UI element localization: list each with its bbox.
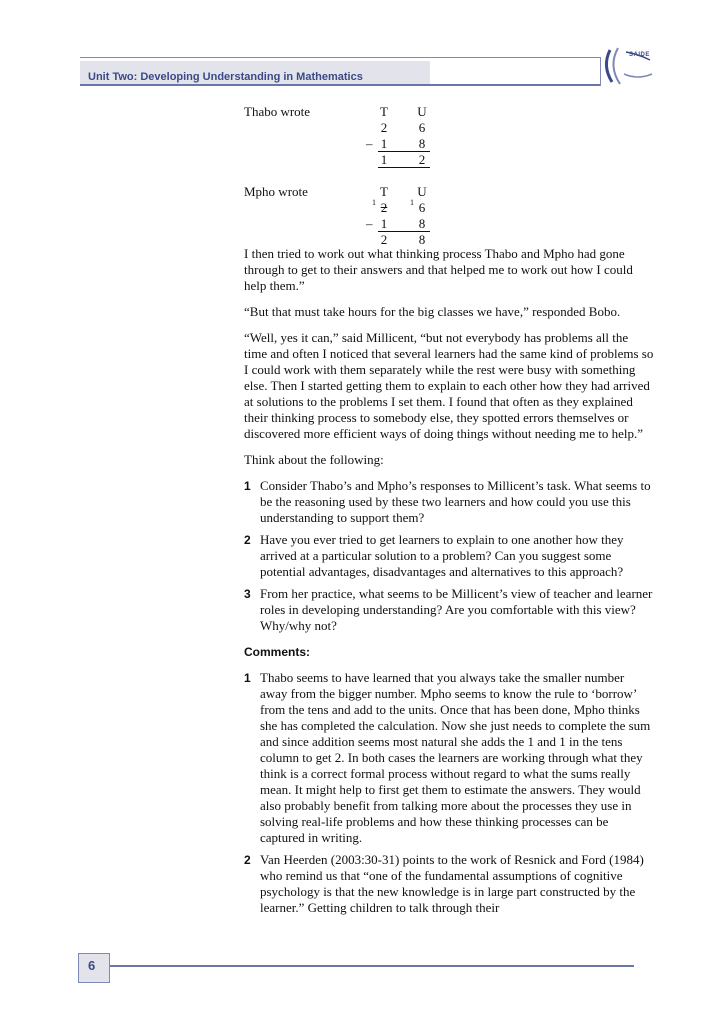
header-rule (80, 84, 600, 86)
comment-text: Van Heerden (2003:30-31) points to the work of Resnick and Ford (1984) who remind us that “one of the fundamental assumptions of cognitive psychology is that the new knowledge is in large part constructed by the learner.” Getting children to talk through their (260, 852, 644, 915)
row2-units: 8 (418, 136, 426, 151)
row1-tens (372, 198, 392, 216)
unit-title: Unit Two: Developing Understanding in Mathematics (88, 71, 363, 83)
question-text: Consider Thabo’s and Mpho’s responses to Millicent’s task. What seems to be the reasoning used by these two learners and how could you use this understanding to support them? (260, 478, 651, 525)
answer-units: 8 (418, 232, 426, 247)
row2-tens: 1 (380, 136, 388, 151)
logo-text: SAIDE (629, 52, 650, 58)
paragraph: “Well, yes it can,” said Millicent, “but not everybody has problems all the time and often I noticed that several learners had the same kind of problems so I could work with them separately while the rest were busy with something else. Then I started getting them to explain to each other how they had arrived at solutions to the problems I set them. I found that often as they explained their thinking process to somebody else, they spotted errors themselves or discovered more efficient ways of doing things without needing me to help.” (244, 330, 654, 441)
thabo-label: Thabo wrote (244, 104, 311, 119)
mpho-label: Mpho wrote (244, 184, 308, 199)
question-text: Have you ever tried to get learners to explain to one another how they arrived at a particular solution to a problem? Can you suggest some potential advantages, disadvantages and alternatives to this approach? (260, 532, 624, 579)
paragraph: Think about the following: (244, 452, 384, 467)
paragraph: I then tried to work out what thinking process Thabo and Mpho had gone through to get to their answers and that helped me to work out how I could help them.” (244, 246, 633, 293)
saide-logo-icon (598, 44, 656, 88)
question-item (244, 532, 654, 580)
paragraph: “But that must take hours for the big classes we have,” responded Bobo. (244, 304, 621, 319)
tens-header: T (380, 104, 388, 119)
comment-item (244, 852, 654, 916)
question-item (244, 586, 654, 634)
question-number: 3 (244, 587, 251, 601)
comments-heading: Comments: (244, 645, 311, 659)
question-number: 1 (244, 479, 251, 493)
thabo-calculation (244, 104, 654, 167)
tens-header: T (380, 184, 388, 199)
comment-text: Thabo seems to have learned that you always take the smaller number away from the bigger number. Mpho seems to know the rule to ‘borrow’ from the tens and add to the units. Once that has been done, Mpho thinks she has completed the calculation. Now she just needs to complete the sum and since addition seems most natural she adds the 1 and 1 in the tens column to get 2. In both cases the learners are working through what they think is a correct formal process without regard to what the sums really mean. It might help to first get them to estimate the answers. They would also probably benefit from talking more about the processes they use in solving real-life problems and how these thinking processes can be captured in writing. (260, 670, 651, 845)
units-header: U (417, 104, 427, 119)
row1-units: 6 (418, 120, 426, 135)
page-number: 6 (88, 958, 96, 973)
question-item (244, 478, 654, 526)
question-number: 2 (244, 533, 251, 547)
answer-units: 2 (418, 152, 426, 167)
borrow-mark: 1 (372, 198, 376, 207)
answer-line (378, 167, 430, 168)
row2-units: 8 (418, 216, 426, 231)
comment-number: 1 (244, 671, 251, 685)
answer-tens: 2 (380, 232, 388, 247)
row1-tens: 2 (380, 120, 388, 135)
units-header: U (417, 184, 427, 199)
units-digit: 6 (418, 200, 426, 215)
mpho-calculation (244, 184, 654, 246)
carry-mark: 1 (410, 198, 414, 207)
main-content (244, 104, 654, 922)
minus-sign: – (366, 216, 373, 231)
row2-tens: 1 (380, 216, 388, 231)
minus-sign: – (366, 136, 373, 151)
question-text: From her practice, what seems to be Millicent’s view of teacher and learner roles in developing understanding? Are you comfortable with this view? Why/why not? (260, 586, 653, 633)
footer-rule (110, 965, 634, 967)
row1-units (410, 198, 430, 216)
crossed-digit: 2 (380, 200, 388, 215)
comment-number: 2 (244, 853, 251, 867)
comment-item (244, 670, 654, 846)
answer-tens: 1 (380, 152, 388, 167)
